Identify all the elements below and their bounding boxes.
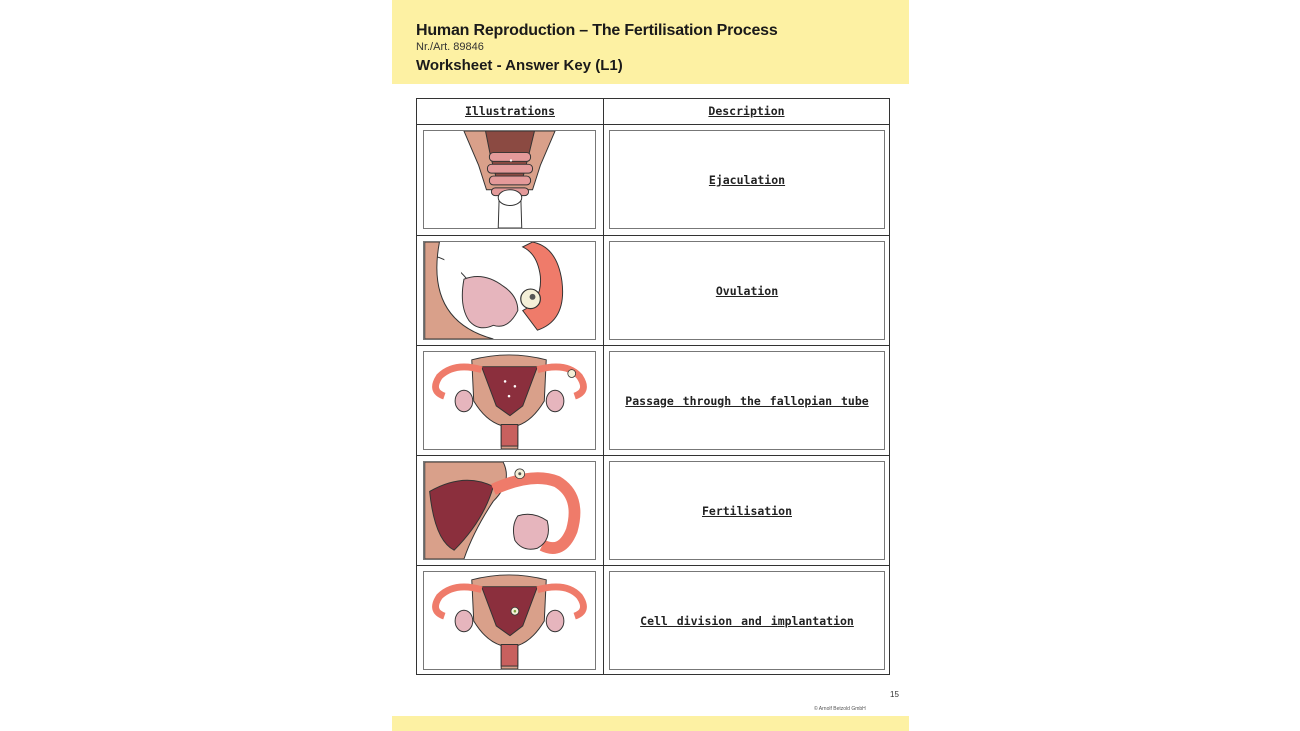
- table-row: [417, 236, 889, 346]
- worksheet-subtitle: Worksheet - Answer Key (L1): [416, 57, 623, 74]
- header-description: Description: [708, 104, 785, 118]
- page-number: 15: [890, 690, 899, 699]
- fertilisation-icon: [423, 461, 596, 560]
- table-header-row: [417, 99, 889, 125]
- description-box: [609, 571, 885, 670]
- header-illustrations: Illustrations: [464, 104, 555, 118]
- worksheet-page: [392, 0, 909, 731]
- table-row: [417, 346, 889, 456]
- page-title: Human Reproduction – The Fertilisation Process: [416, 22, 778, 39]
- description-box: [609, 351, 885, 450]
- header-band: [392, 0, 909, 84]
- description-text: Ejaculation: [708, 172, 786, 187]
- footer-band: [392, 716, 909, 731]
- description-text: Fertilisation: [701, 503, 792, 518]
- article-number: Nr./Art. 89846: [416, 41, 484, 53]
- description-text: Cell division and implantation: [640, 613, 854, 628]
- uterus-implantation-icon: [423, 571, 596, 670]
- description-box: [609, 241, 885, 340]
- table-row: [417, 456, 889, 566]
- male-reproductive-icon: [423, 130, 596, 229]
- table-row: [417, 125, 889, 236]
- answer-table: [416, 98, 890, 675]
- copyright-text: © Arnolf Betzold GmbH: [814, 706, 866, 712]
- uterus-passage-icon: [423, 351, 596, 450]
- description-text: Passage through the fallopian tube: [625, 393, 869, 408]
- ovary-icon: [423, 241, 596, 340]
- description-box: [609, 130, 885, 229]
- description-box: [609, 461, 885, 560]
- description-text: Ovulation: [715, 283, 779, 298]
- table-row: [417, 566, 889, 676]
